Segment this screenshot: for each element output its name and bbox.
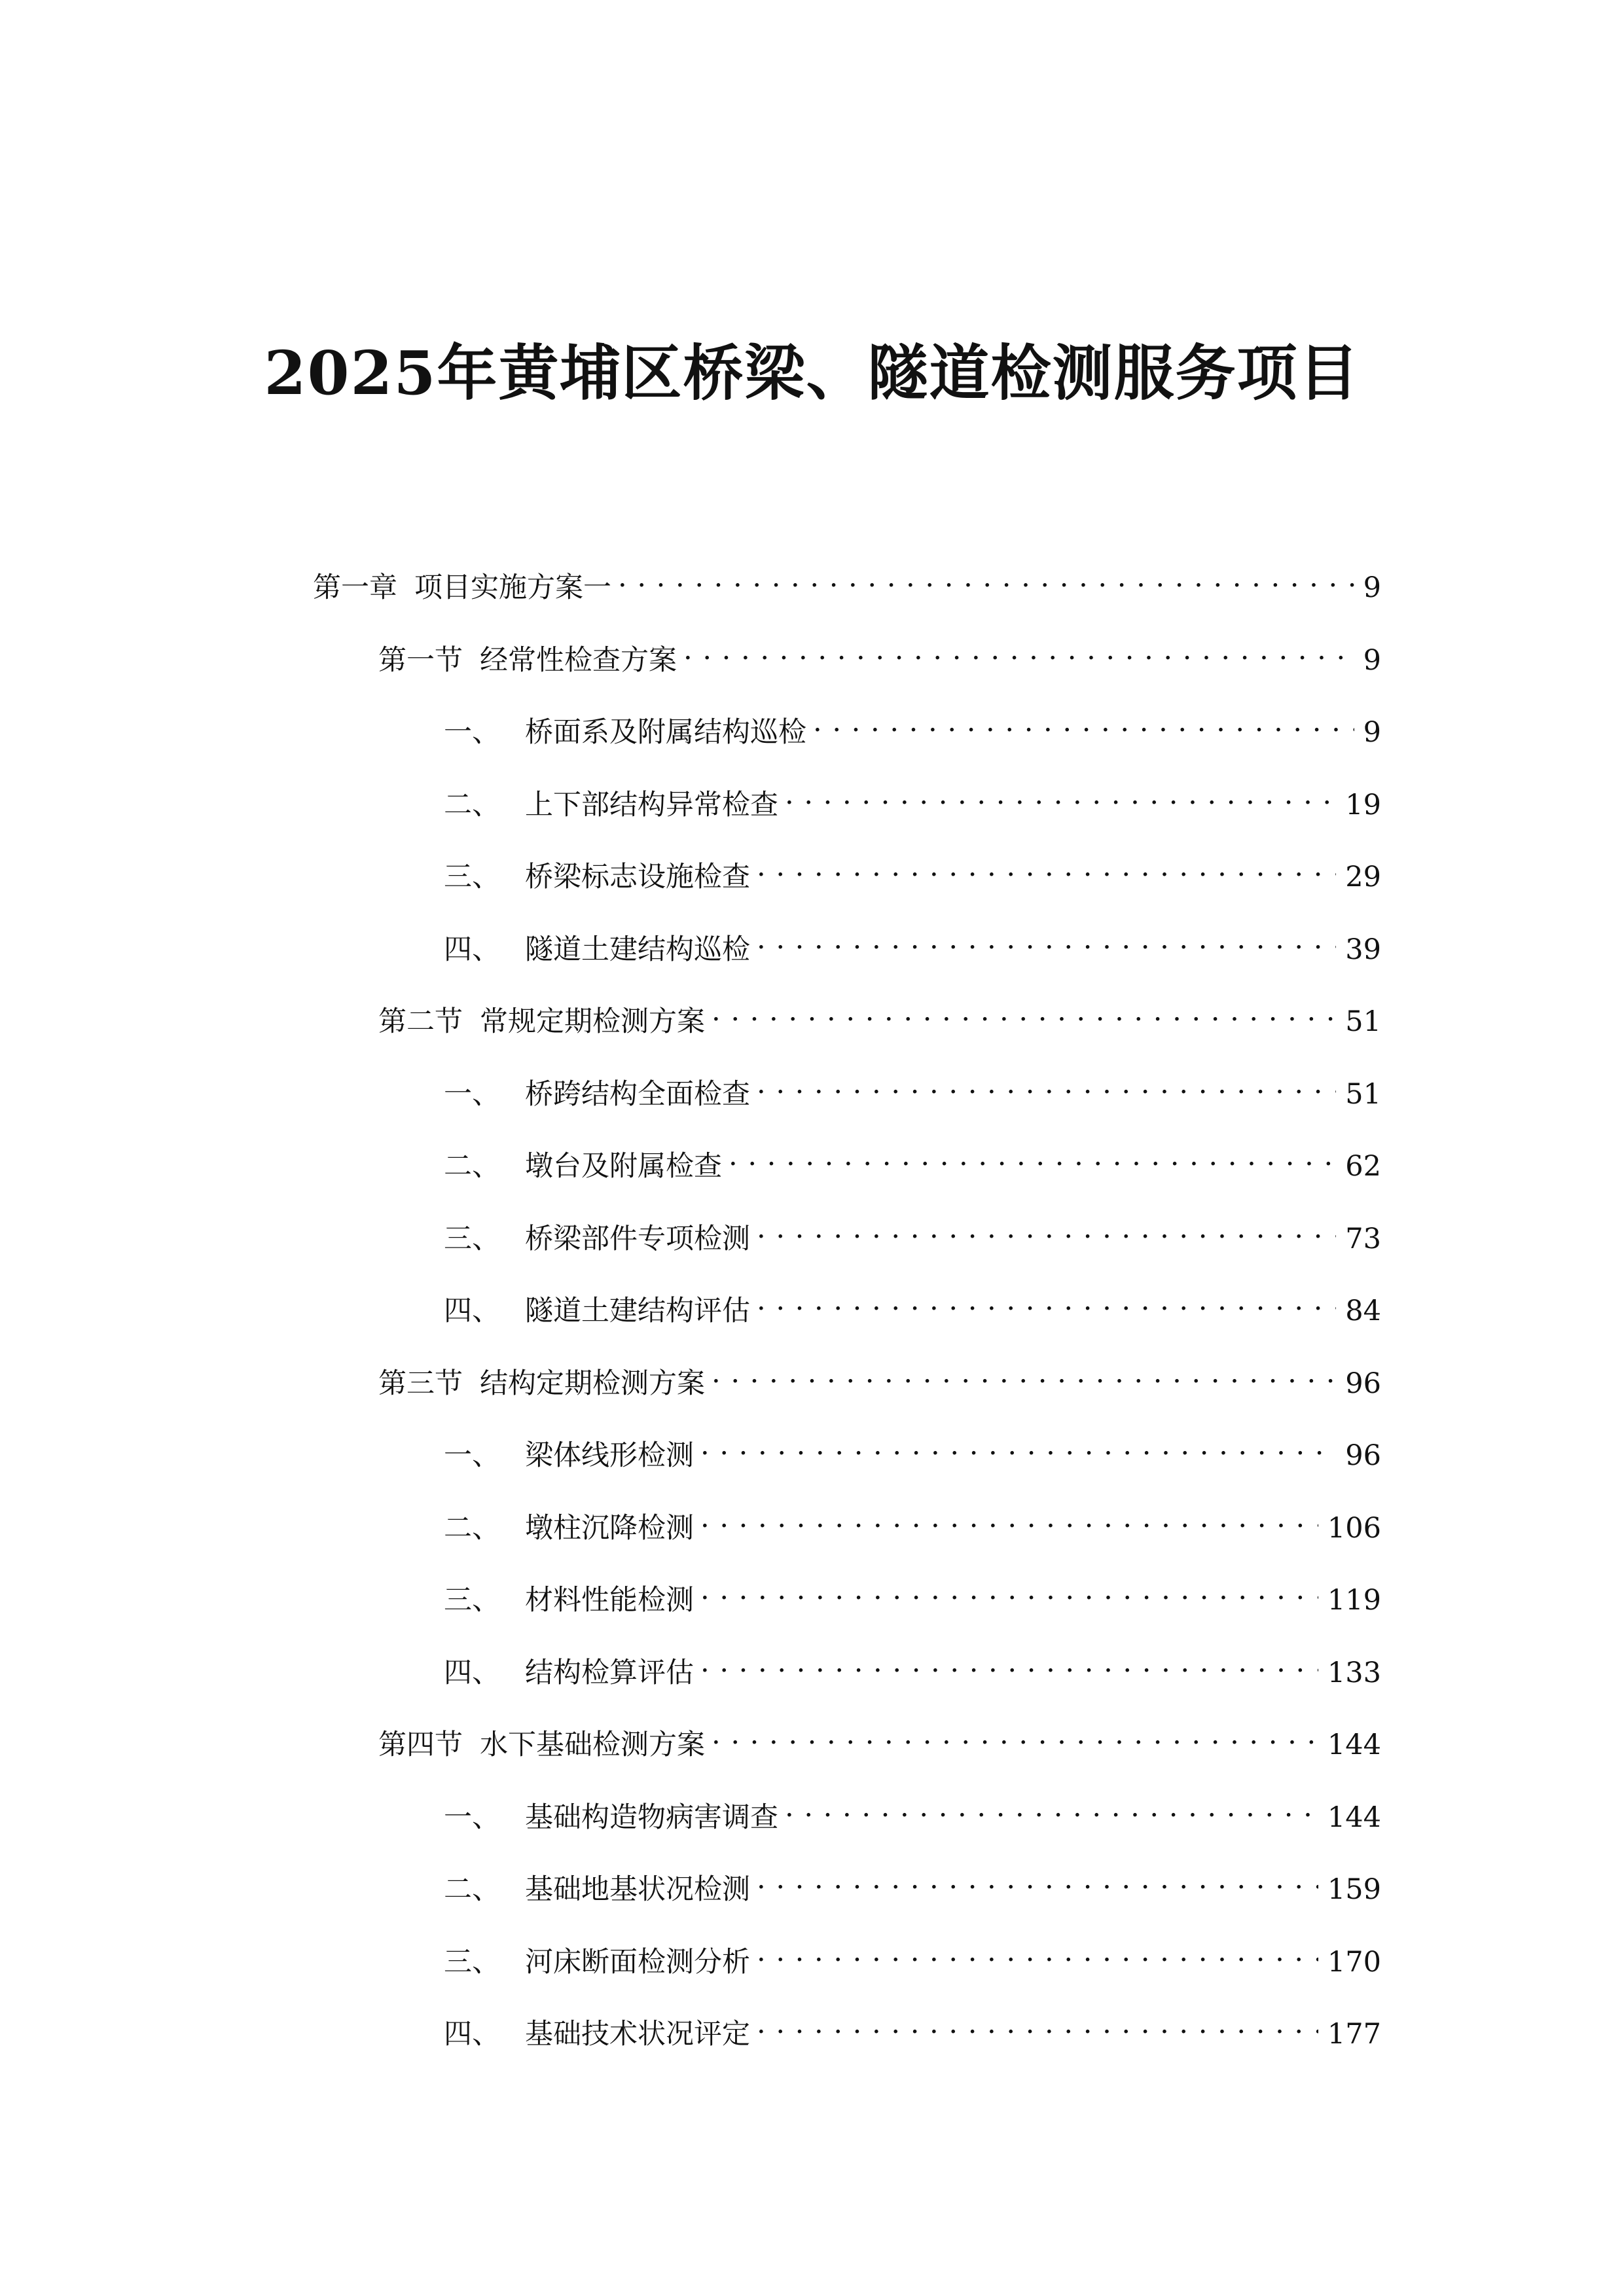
- toc-page-number: 170: [1327, 1945, 1381, 1979]
- toc-entry[interactable]: [313, 630, 1381, 703]
- toc-page-number: 144: [1327, 1729, 1381, 1761]
- toc-entry-number: 一、: [444, 716, 500, 749]
- toc-page-number: 84: [1345, 1295, 1381, 1327]
- toc-entry-number: 三、: [444, 1222, 500, 1255]
- toc-entry-title: 经常性检查方案: [480, 643, 677, 677]
- toc-entry-number: 第一章: [313, 571, 397, 604]
- toc-entry[interactable]: [313, 1426, 1381, 1498]
- toc-dot-leader: [757, 2004, 1318, 2043]
- toc-entry-number: 一、: [444, 1439, 500, 1472]
- toc-entry[interactable]: [313, 1354, 1381, 1426]
- toc-entry-title: 隧道土建结构巡检: [525, 933, 750, 966]
- toc-dot-leader: [712, 1354, 1336, 1393]
- toc-page-number: 133: [1327, 1656, 1381, 1689]
- toc-entry[interactable]: [313, 1643, 1381, 1715]
- toc-entry-title: 桥面系及附属结构巡检: [525, 716, 806, 749]
- toc-entry-title: 项目实施方案一: [414, 571, 611, 604]
- toc-entry-number: 二、: [444, 1511, 500, 1545]
- toc-entry-number: 四、: [444, 1656, 500, 1689]
- document-title: 2025年黄埔区桥梁、隧道检测服务项目: [264, 338, 1360, 408]
- toc-entry-title: 梁体线形检测: [525, 1439, 694, 1472]
- toc-entry-number: 第四节: [378, 1729, 463, 1761]
- toc-entry-title: 结构检算评估: [525, 1656, 694, 1689]
- toc-dot-leader: [700, 1570, 1318, 1609]
- toc-dot-leader: [712, 992, 1336, 1031]
- toc-page-number: 9: [1363, 571, 1381, 604]
- toc-entry-title: 墩柱沉降检测: [525, 1511, 694, 1545]
- toc-entry-number: 三、: [444, 1945, 500, 1979]
- toc-dot-leader: [712, 1715, 1318, 1754]
- toc-page-number: 39: [1345, 933, 1381, 966]
- toc-entry-number: 一、: [444, 1077, 500, 1111]
- toc-entry[interactable]: [313, 558, 1381, 630]
- toc-page-number: 9: [1363, 643, 1381, 677]
- toc-dot-leader: [785, 1787, 1318, 1827]
- toc-page-number: 19: [1345, 788, 1381, 821]
- toc-entry-title: 河床断面检测分析: [525, 1945, 750, 1979]
- toc-entry[interactable]: [313, 1498, 1381, 1571]
- toc-dot-leader: [757, 1064, 1336, 1103]
- toc-entry-number: 第二节: [378, 1005, 463, 1038]
- toc-entry[interactable]: [313, 992, 1381, 1064]
- toc-entry-title: 材料性能检测: [525, 1584, 694, 1617]
- toc-entry-title: 上下部结构异常检查: [525, 788, 778, 821]
- toc-entry[interactable]: [313, 1570, 1381, 1643]
- toc-entry[interactable]: [313, 2004, 1381, 2077]
- toc-page-number: 51: [1345, 1005, 1381, 1038]
- toc-entry-number: 第一节: [378, 643, 463, 677]
- toc-entry-title: 水下基础检测方案: [480, 1729, 705, 1761]
- toc-dot-leader: [757, 1281, 1336, 1320]
- toc-dot-leader: [729, 1136, 1336, 1175]
- toc-entry-title: 常规定期检测方案: [480, 1005, 705, 1038]
- toc-dot-leader: [757, 1932, 1318, 1971]
- toc-entry-title: 桥梁部件专项检测: [525, 1222, 750, 1255]
- toc-dot-leader: [757, 1209, 1336, 1248]
- toc-entry-title: 隧道土建结构评估: [525, 1295, 750, 1327]
- toc-page-number: 96: [1345, 1367, 1381, 1400]
- toc-entry-number: 第三节: [378, 1367, 463, 1400]
- toc-entry-number: 二、: [444, 788, 500, 821]
- toc-entry[interactable]: [313, 1859, 1381, 1932]
- toc-entry[interactable]: [313, 1064, 1381, 1137]
- toc-page-number: 62: [1345, 1150, 1381, 1183]
- toc-entry[interactable]: [313, 1209, 1381, 1282]
- toc-entry-number: 三、: [444, 861, 500, 893]
- toc-dot-leader: [700, 1643, 1318, 1682]
- toc-entry[interactable]: [313, 1932, 1381, 2005]
- toc-dot-leader: [757, 920, 1336, 959]
- toc-dot-leader: [813, 702, 1354, 742]
- toc-page-number: 29: [1345, 861, 1381, 893]
- toc-entry[interactable]: [313, 1281, 1381, 1354]
- toc-entry-title: 桥跨结构全面检查: [525, 1077, 750, 1111]
- toc-dot-leader: [700, 1426, 1336, 1465]
- toc-entry-title: 基础技术状况评定: [525, 2018, 750, 2051]
- toc-page-number: 96: [1345, 1439, 1381, 1472]
- toc-page-number: 177: [1327, 2018, 1381, 2051]
- toc-dot-leader: [618, 558, 1354, 597]
- toc-entry-number: 一、: [444, 1801, 500, 1834]
- toc-page-number: 159: [1327, 1873, 1381, 1906]
- toc-entry[interactable]: [313, 920, 1381, 992]
- toc-dot-leader: [757, 1859, 1318, 1899]
- toc-dot-leader: [683, 630, 1354, 670]
- toc-dot-leader: [785, 775, 1336, 814]
- toc-page-number: 106: [1327, 1511, 1381, 1545]
- toc-dot-leader: [700, 1498, 1318, 1537]
- toc-entry-number: 四、: [444, 933, 500, 966]
- toc-entry-title: 结构定期检测方案: [480, 1367, 705, 1400]
- toc-entry-number: 二、: [444, 1873, 500, 1906]
- toc-entry[interactable]: [313, 1715, 1381, 1787]
- toc-entry-number: 四、: [444, 1295, 500, 1327]
- toc-entry[interactable]: [313, 702, 1381, 775]
- toc-entry-title: 墩台及附属检查: [525, 1150, 722, 1183]
- toc-dot-leader: [757, 847, 1336, 886]
- toc-entry-number: 三、: [444, 1584, 500, 1617]
- toc-entry-title: 基础构造物病害调查: [525, 1801, 778, 1834]
- table-of-contents: [313, 558, 1381, 2077]
- toc-entry[interactable]: [313, 775, 1381, 848]
- toc-entry[interactable]: [313, 1787, 1381, 1860]
- toc-page-number: 73: [1345, 1222, 1381, 1255]
- toc-entry-title: 桥梁标志设施检查: [525, 861, 750, 893]
- toc-entry[interactable]: [313, 1136, 1381, 1209]
- toc-entry-title: 基础地基状况检测: [525, 1873, 750, 1906]
- toc-entry[interactable]: [313, 847, 1381, 920]
- toc-page-number: 51: [1345, 1077, 1381, 1111]
- toc-entry-number: 二、: [444, 1150, 500, 1183]
- toc-entry-number: 四、: [444, 2018, 500, 2051]
- toc-page-number: 144: [1327, 1801, 1381, 1834]
- toc-page-number: 119: [1327, 1584, 1381, 1617]
- toc-page-number: 9: [1363, 716, 1381, 749]
